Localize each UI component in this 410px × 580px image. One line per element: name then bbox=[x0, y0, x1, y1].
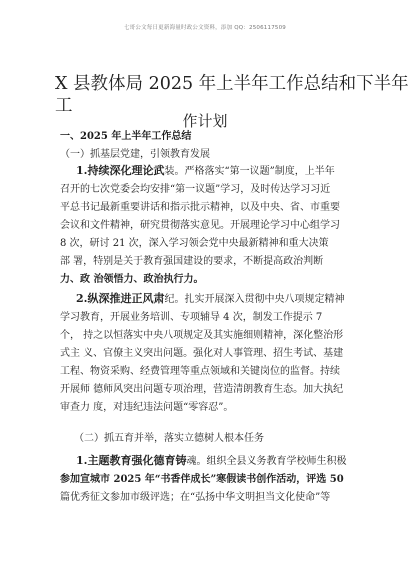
item-3-line-1-rest: 魂。组织全县义务教育学校师生积极 bbox=[186, 456, 347, 467]
paragraph-line: 召开的七次党委会均安排“第一议题”学习，及时传达学习习近 bbox=[60, 184, 331, 195]
paragraph-line bbox=[60, 290, 375, 309]
item-2-lead: 2.纵深推进正风肃 bbox=[76, 292, 165, 305]
document-title bbox=[55, 73, 409, 117]
paragraph-line: 开展师 德师风突出问题专项治理，营造清朗教育生态。加大执纪 bbox=[60, 384, 344, 395]
paragraph-line: 部 署，特别是关于教育强国建设的要求，不断提高政治判断 bbox=[60, 256, 324, 267]
header-watermark-note: 七哥公文每日更新海量时政公文资料，添加 QQ：2506117509 bbox=[123, 25, 286, 31]
paragraph-line bbox=[60, 162, 375, 181]
paragraph-line: 审查力 度，对违纪违法问题“零容忍”。 bbox=[60, 402, 234, 413]
paragraph-line: 式主 义、官僚主义突出问题。强化对人事管理、招生考试、基建 bbox=[60, 348, 344, 359]
paragraph-item-3 bbox=[60, 452, 375, 507]
section-heading-1: 一、2025 年上半年工作总结 bbox=[60, 131, 192, 142]
paragraph-line: 参加宣城市 2025 年“书香伴成长”寒假读书创作活动，评选 50 bbox=[60, 474, 344, 485]
subsection-heading-2: （二）抓五育并举，落实立德树人根本任务 bbox=[74, 433, 264, 444]
item-2-line-1-rest: 纪。扎实开展深入贯彻中央八项规定精神 bbox=[164, 294, 345, 305]
item-1-lead: 1.持续深化理论武 bbox=[76, 164, 165, 177]
paragraph-item-2 bbox=[60, 290, 375, 417]
item-3-lead: 1.主题教育强化德育铸 bbox=[76, 454, 187, 467]
paragraph-line: 工程、物资采购、经费管理等重点领域和关键岗位的监督。持续 bbox=[60, 366, 340, 377]
paragraph-line: 学习教育，开展业务培训、专项辅导 4 次，制发工作提示 7 bbox=[60, 312, 323, 323]
paragraph-item-1 bbox=[60, 162, 375, 289]
title-line-2: 工 bbox=[55, 96, 73, 116]
paragraph-line: 篇优秀征文参加市级评选；在“弘扬中华文明担当文化使命”等 bbox=[60, 492, 331, 503]
item-1-line-1-rest: 装。严格落实“第一议题”制度，上半年 bbox=[164, 166, 335, 177]
paragraph-line bbox=[60, 452, 375, 471]
paragraph-line: 8 次，研讨 21 次，深入学习领会党中央最新精神和重大决策 bbox=[60, 238, 329, 249]
title-line-1: X 县教体局 2025 年上半年工作总结和下半年 bbox=[55, 74, 409, 94]
paragraph-line: 会议和文件精神，研究贯彻落实意见。开展理论学习中心组学习 bbox=[60, 220, 340, 231]
document-subtitle: 作计划 bbox=[182, 112, 228, 130]
paragraph-line: 个， 持之以恒落实中央八项规定及其实施细则精神，深化整治形 bbox=[60, 330, 344, 341]
paragraph-line: 平总书记最新重要讲话和指示批示精神，以及中央、省、市重要 bbox=[60, 202, 340, 213]
paragraph-line: 力、政 治领悟力、政治执行力。 bbox=[60, 274, 204, 285]
subsection-heading-1: （一）抓基层党建，引领教育发展 bbox=[60, 149, 210, 160]
